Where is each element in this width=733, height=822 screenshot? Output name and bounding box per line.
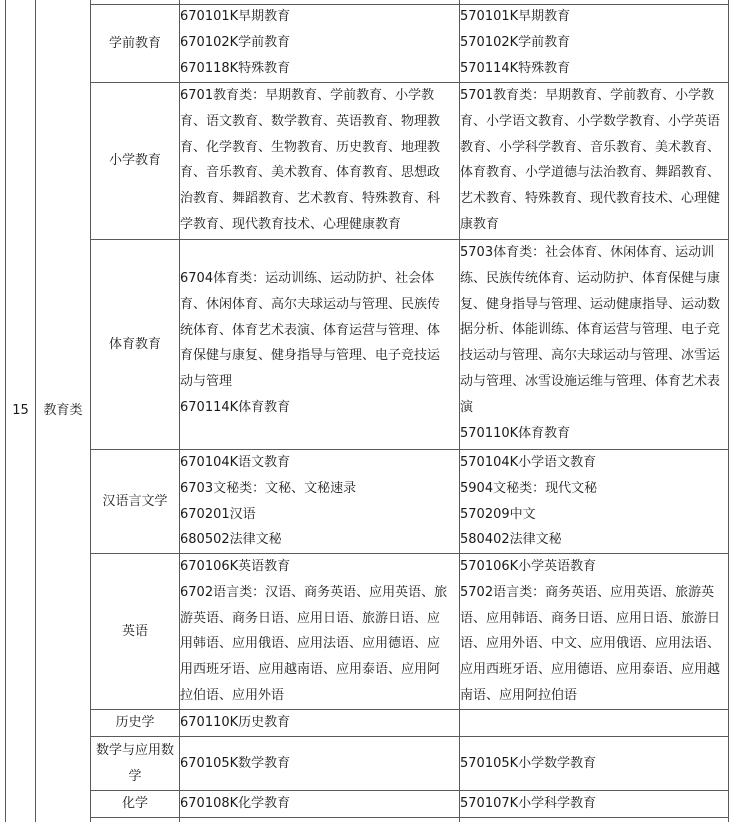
college-majors-cell: 670101K早期教育 670102K学前教育 670118K特殊教育 [180,9,291,76]
subject-cell: 历史学 [115,715,155,731]
college-majors-cell: 670110K历史教育 [180,715,291,730]
grid-line [728,0,729,822]
college-majors-cell: 670104K语文教育 6703文秘类：文秘、文秘速录 670201汉语 680502法律文秘 [180,455,357,548]
college-majors-cell: 670106K英语教育 6702语言类：汉语、商务英语、应用英语、旅 游英语、商务日语、应用日语、旅游日语、应 用韩语、应用俄语、应用法语、应用德语、应 用西班牙语、应用越南语、应用泰语、应用阿 拉伯语、应用外语 [180,559,448,703]
grid-line [90,817,729,818]
vocational-majors-cell: 5703体育类：社会体育、休闲体育、运动训 练、民族传统体育、运动防护、体育保健与康 复、健身指导与管理、运动健康指导、运动数 据分析、体能训练、体育运营与管理、电子竞 技运动与管理、高尔夫球运动与管理、冰雪运 动与管理、冰雪设施运维与管理、体育艺术表 演 570110K体育教育 [460,245,721,441]
subject-cell: 英语 [121,623,148,639]
category-cell: 教育类 [43,403,83,419]
vocational-majors-cell: 570107K小学科学教育 [460,796,597,811]
vocational-majors-cell: 570106K小学英语教育 5702语言类：商务英语、应用英语、旅游英 语、应用韩语、商务日语、应用日语、旅游日 语、应用外语、中文、应用俄语、应用法语、 应用西班牙语、应用德语、应用泰语、应用越 南语、应用阿拉伯语 [460,559,721,703]
subject-cell: 数学与应用数学 [95,742,174,784]
vocational-majors-cell: 570101K早期教育 570102K学前教育 570114K特殊教育 [460,9,571,76]
subject-cell: 体育教育 [108,336,161,352]
vocational-majors-cell: 570105K小学数学教育 [460,755,597,771]
vocational-majors-cell: 570104K小学语文教育 5904文秘类：现代文秘 570209中文 580402法律文秘 [460,455,598,548]
college-majors-cell: 6704体育类：运动训练、运动防护、社会体 育、休闲体育、高尔夫球运动与管理、民族传 统体育、体育艺术表演、体育运营与管理、体 育保健与康复、健身指导与管理、电子竞技运 动与管理 670114K体育教育 [180,271,441,415]
row-number: 15 [12,403,29,419]
subject-cell: 小学教育 [108,153,161,169]
college-majors-cell: 6701教育类：早期教育、学前教育、小学教 育、语文教育、数学教育、英语教育、物理教 育、化学教育、生物教育、历史教育、地理教 育、音乐教育、美术教育、体育教育、思想政 治教育、舞蹈教育、艺术教育、特殊教育、科 学教育、现代教育技术、心理健康教育 [180,88,441,232]
college-majors-cell: 670105K数学教育 [180,755,291,771]
college-majors-cell: 670108K化学教育 [180,796,291,811]
subject-cell: 汉语言文学 [102,493,168,509]
subject-cell: 化学 [121,796,148,812]
vocational-majors-cell: 5701教育类：早期教育、学前教育、小学教 育、小学语文教育、小学数学教育、小学英语 教育、小学科学教育、音乐教育、美术教育、 体育教育、小学道德与法治教育、舞蹈教育、 艺术教育、特殊教育、现代教育技术、心理健 康教育 [460,88,721,232]
subject-cell: 学前教育 [108,35,161,51]
